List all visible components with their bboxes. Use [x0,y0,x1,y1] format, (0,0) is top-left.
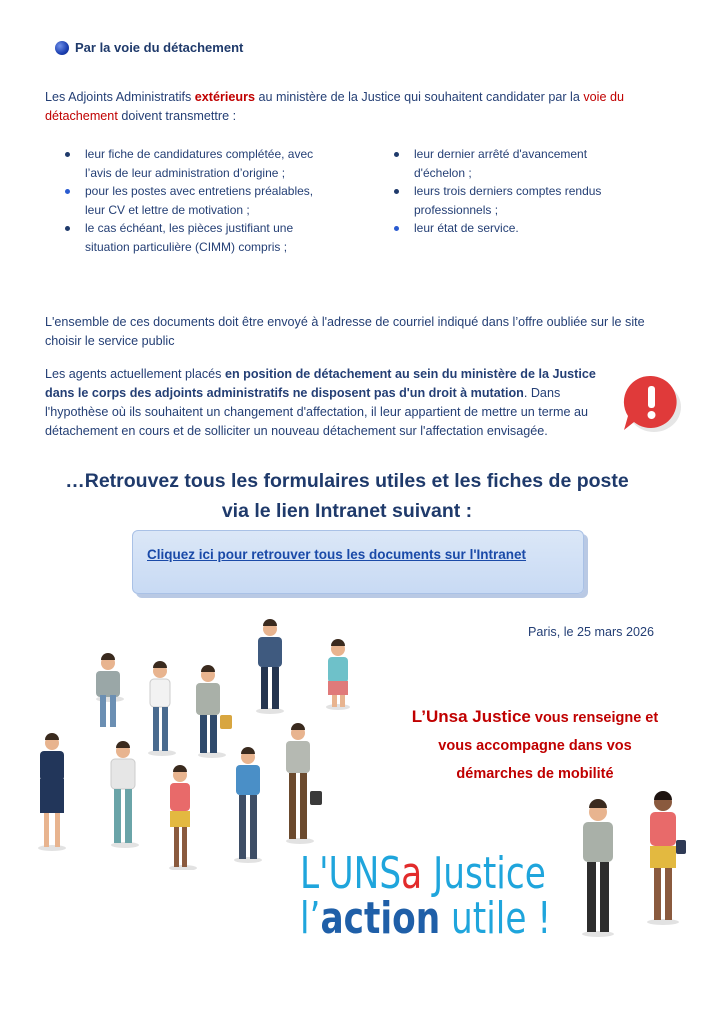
bullet-icon [65,152,70,157]
intro-text-3: doivent transmettre : [117,109,237,123]
bullet-icon [394,152,399,157]
bullet-icon [65,189,70,194]
send-paragraph: L'ensemble de ces documents doit être envoyé à l'adresse de courriel indiqué dans l’offre oubliée sur le site choisir le service public [45,315,645,348]
logo-text-accent: a [401,848,423,899]
documents-list-right [392,145,632,238]
people-pair-illustration [568,788,693,938]
list-item-text: le cas échéant, les pièces justifiant une situation particulière (CIMM) compris ; [85,221,294,254]
intro-emphasis-exterieurs: extérieurs [194,90,256,104]
agents-paragraph [45,365,610,441]
agents-bold-text: en position de détachement au sein du ministère de la Justice dans le corps des adjoints administratifs ne disposent pas d'un droit à mutation [45,367,596,400]
unsa-justice-logo-line-2 [300,893,551,944]
logo-text: L'UNS [300,848,402,899]
heading-line-1: …Retrouvez tous les formulaires utiles et les fiches de poste [65,470,629,492]
intro-text-1: Les Adjoints Administratifs [45,90,195,104]
bullet-icon [394,189,399,194]
list-item [392,219,632,238]
slogan [390,703,680,788]
slogan-line-3: démarches de mobilité [456,766,614,782]
bullet-ball-icon [55,41,69,55]
person-figure [96,653,120,727]
alert-icon [620,372,684,436]
unsa-justice-logo-line-1 [300,848,546,899]
list-item [63,145,318,182]
logo-text: l’ [300,893,321,944]
intranet-link-box [132,530,584,594]
list-item-text: leur dernier arrêté d'avancement d'échelon ; [414,147,588,180]
heading-line-2: via le lien Intranet suivant : [221,500,473,522]
list-item [63,182,318,219]
intro-emphasis-detachement: voie du détachement [45,90,624,123]
document-date: Paris, le 25 mars 2026 [528,625,654,639]
section-title-text: Par la voie du détachement [75,40,244,55]
list-item [392,145,632,182]
logo-text: utile ! [440,893,552,944]
list-item [63,219,318,256]
intro-text-2: au ministère de la Justice qui souhaitent candidater par la [255,90,584,104]
slogan-line-2: vous accompagne dans vos [438,738,632,754]
agents-text-1: Les agents actuellement placés [45,367,225,381]
section-title [55,40,243,55]
documents-list-left [63,145,318,256]
list-item-text: leurs trois derniers comptes rendus professionnels ; [414,184,602,217]
logo-text: Justice [422,848,546,899]
bullet-icon [394,226,399,231]
intranet-heading [20,470,674,523]
intro-paragraph [45,88,665,126]
slogan-brand: L’Unsa Justice [411,707,531,726]
logo-text-bold: action [320,893,441,944]
list-item-text: leur état de service. [414,221,519,235]
list-item-text: pour les postes avec entretiens préalables, leur CV et lettre de motivation ; [85,184,314,217]
list-item-text: leur fiche de candidatures complétée, avec l’avis de leur administration d’origine ; [85,147,314,180]
slogan-line-1: vous renseigne et [530,710,659,726]
list-item [392,182,632,219]
bullet-icon [65,226,70,231]
intranet-link[interactable]: Cliquez ici pour retrouver tous les documents sur l'Intranet [147,547,527,562]
agents-text-2: . Dans l'hypothèse où ils souhaitent un changement d'affectation, il leur appartient de mettre un terme au détachement en cours et de solliciter un nouveau détachement sur l'affectation envisagée. [45,386,588,438]
people-illustration [30,615,370,870]
